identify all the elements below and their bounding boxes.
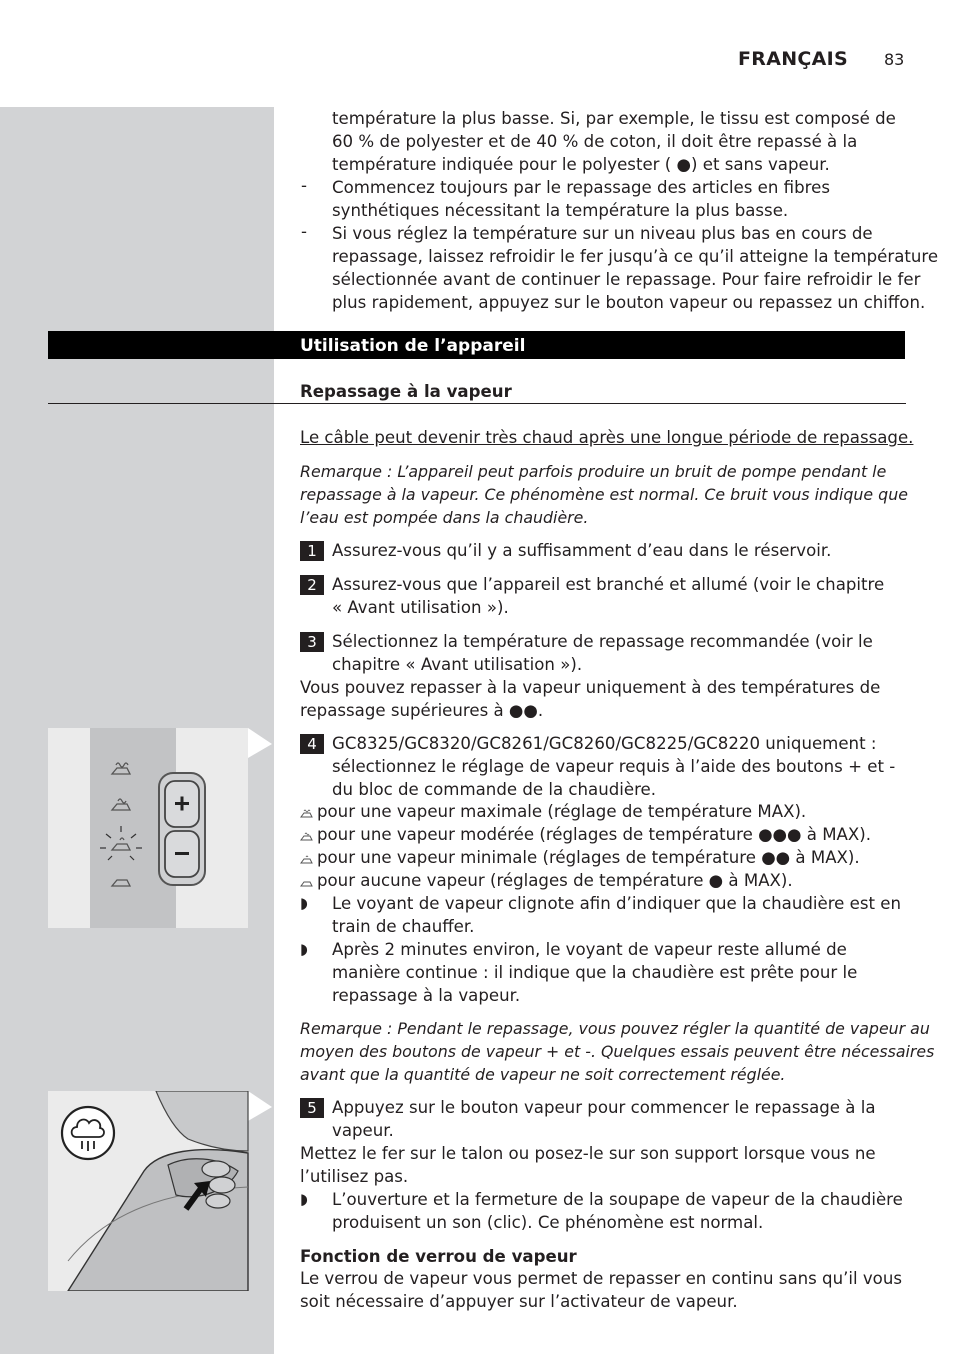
step-line: « Avant utilisation »). [332,598,509,617]
result-bullet: ◗ [300,940,308,958]
tip-line: synthétiques nécessitant la température la plus basse. [332,201,789,220]
step-line: vapeur. [332,1121,394,1140]
steam-setting-off: pour aucune vapeur (réglages de température ● à MAX). [300,869,793,892]
body-line: Le verrou de vapeur vous permet de repasser en continu sans qu’il vous [300,1269,903,1288]
steam-medium-icon [300,831,313,841]
step-number: 5 [300,1098,324,1118]
step-line: chapitre « Avant utilisation »). [332,655,583,674]
control-panel-illustration [48,728,272,928]
result-bullet: ◗ [300,1190,308,1208]
cable-warning: Le câble peut devenir très chaud après une longue période de repassage. [300,428,914,447]
steam-setting-max: pour une vapeur maximale (réglage de température MAX). [300,800,806,823]
note-line: repassage à la vapeur. Ce phénomène est normal. Ce bruit vous indique que [300,485,908,504]
body-line: Vous pouvez repasser à la vapeur uniquement à des températures de [300,678,881,697]
steam-setting-medium: pour une vapeur modérée (réglages de température ●●● à MAX). [300,823,871,846]
note-line: Remarque : Pendant le repassage, vous pouvez régler la quantité de vapeur au [300,1019,930,1038]
step-line: du bloc de commande de la chaudière. [332,780,657,799]
tip-line: Si vous réglez la température sur un niveau plus bas en cours de [332,224,873,243]
note-line: moyen des boutons de vapeur + et -. Quelques essais peuvent être nécessaires [300,1042,935,1061]
step-number: 3 [300,632,324,652]
result-line: Après 2 minutes environ, le voyant de vapeur reste allumé de [332,940,847,959]
steam-setting-min: pour une vapeur minimale (réglages de température ●● à MAX). [300,846,860,869]
tip-bullet: - [301,222,307,241]
body-line: Mettez le fer sur le talon ou posez-le sur son support lorsque vous ne [300,1144,876,1163]
step-line: Assurez-vous que l’appareil est branché et allumé (voir le chapitre [332,575,885,594]
note-line: Remarque : L’appareil peut parfois produire un bruit de pompe pendant le [300,462,887,481]
tip-line: sélectionnée avant de continuer le repassage. Pour faire refroidir le fer [332,270,921,289]
step-line: GC8325/GC8320/GC8261/GC8260/GC8225/GC8220 uniquement : [332,734,877,753]
body-line: soit nécessaire d’appuyer sur l’activateur de vapeur. [300,1292,738,1311]
section-title: Utilisation de l’appareil [300,336,526,356]
intro-line: température la plus basse. Si, par exemple, le tissu est composé de [332,109,896,128]
step-number: 1 [300,541,324,561]
step-line: sélectionnez le réglage de vapeur requis à l’aide des boutons + et - [332,757,896,776]
result-line: Le voyant de vapeur clignote afin d’indiquer que la chaudière est en [332,894,902,913]
result-line: repassage à la vapeur. [332,986,521,1005]
result-line: train de chauffer. [332,917,475,936]
steam-min-icon [300,854,313,864]
steam-button-illustration [48,1091,272,1291]
tip-line: plus rapidement, appuyez sur le bouton vapeur ou repassez un chiffon. [332,293,926,312]
step-line: Assurez-vous qu’il y a suffisamment d’eau dans le réservoir. [332,541,832,560]
steam-lock-title: Fonction de verrou de vapeur [300,1247,577,1266]
body-line: repassage supérieures à ●●. [300,701,544,720]
result-line: produisent un son (clic). Ce phénomène est normal. [332,1213,764,1232]
result-bullet: ◗ [300,894,308,912]
step-number: 2 [300,575,324,595]
step-number: 4 [300,734,324,754]
body-line: l’utilisez pas. [300,1167,409,1186]
step-line: Appuyez sur le bouton vapeur pour commencer le repassage à la [332,1098,876,1117]
page-number: 83 [884,50,905,69]
subsection-rule [48,403,906,404]
language-header: FRANÇAIS [738,48,849,70]
subsection-title: Repassage à la vapeur [300,382,512,401]
steam-max-icon [300,808,313,818]
note-line: avant que la quantité de vapeur ne soit correctement réglée. [300,1065,786,1084]
result-line: manière continue : il indique que la chaudière est prête pour le [332,963,858,982]
no-steam-icon [300,877,313,887]
intro-line: 60 % de polyester et de 40 % de coton, il doit être repassé à la [332,132,858,151]
step-line: Sélectionnez la température de repassage recommandée (voir le [332,632,873,651]
tip-line: Commencez toujours par le repassage des articles en fibres [332,178,830,197]
result-line: L’ouverture et la fermeture de la soupape de vapeur de la chaudière [332,1190,903,1209]
note-line: l’eau est pompée dans la chaudière. [300,508,589,527]
tip-line: repassage, laissez refroidir le fer jusqu’à ce qu’il atteigne la température [332,247,939,266]
tip-bullet: - [301,176,307,195]
intro-line: température indiquée pour le polyester ( ●) et sans vapeur. [332,155,830,174]
